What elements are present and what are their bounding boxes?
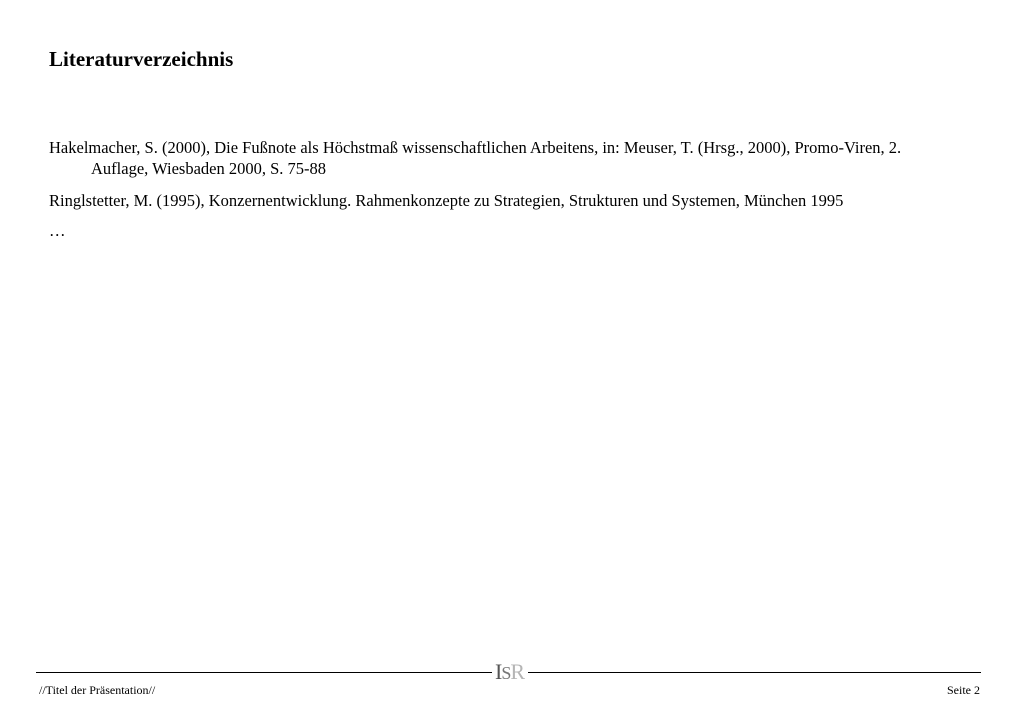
logo-letter-i: I [495, 659, 502, 684]
reference-list [49, 137, 949, 241]
logo-letter-r: R [510, 659, 525, 684]
footer-presentation-title: //Titel der Präsentation// [39, 683, 156, 697]
logo-letter-s: S [501, 663, 511, 683]
isr-logo [495, 659, 524, 685]
reference-entry: Hakelmacher, S. (2000), Die Fußnote als Höchstmaß wissenschaftlichen Arbeitens, in: Meuser, T. (Hrsg., 2000), Promo-Viren, 2. Auflage, Wiesbaden 2000, S. 75-88 [49, 138, 902, 178]
reference-ellipsis: … [49, 221, 66, 240]
slide-title: Literaturverzeichnis [49, 47, 234, 71]
reference-entry: Ringlstetter, M. (1995), Konzernentwicklung. Rahmenkonzepte zu Strategien, Strukturen und Systemen, München 1995 [49, 191, 844, 210]
footer-divider-right [528, 672, 981, 673]
footer-page-number: Seite 2 [947, 683, 980, 697]
footer-divider-left [36, 672, 492, 673]
